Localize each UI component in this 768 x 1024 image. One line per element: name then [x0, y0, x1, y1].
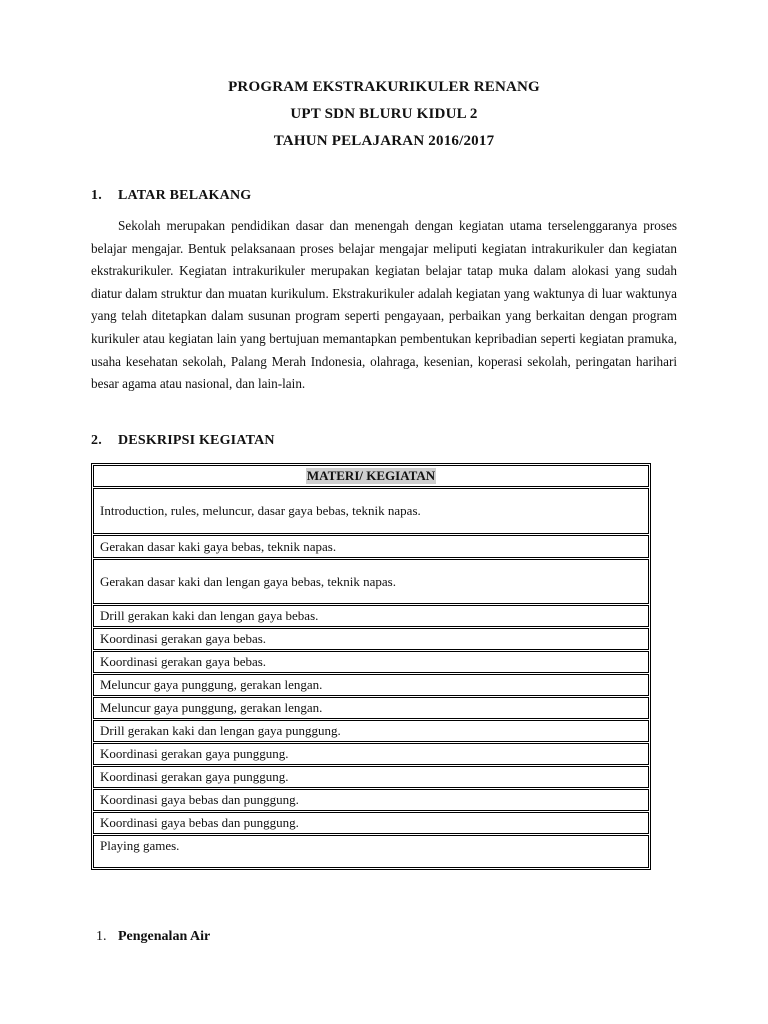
- table-row: Meluncur gaya punggung, gerakan lengan.: [93, 674, 649, 696]
- document-title-line-3: TAHUN PELAJARAN 2016/2017: [273, 133, 495, 149]
- activity-table: [91, 463, 651, 870]
- subsection-number: 1.: [96, 929, 107, 944]
- table-row: Meluncur gaya punggung, gerakan lengan.: [93, 697, 649, 719]
- table-row: Introduction, rules, meluncur, dasar gaya bebas, teknik napas.: [93, 488, 649, 534]
- section-1-number: 1.: [91, 188, 102, 203]
- table-header: [93, 465, 649, 487]
- background-paragraph: Sekolah merupakan pendidikan dasar dan menengah dengan kegiatan utama terselenggaranya proses belajar mengajar. Bentuk pelaksanaan proses belajar mengajar meliputi kegiatan intrakurikuler dan kegiatan ekstrakurikuler. Kegiatan intrakurikuler merupakan kegiatan belajar tatap muka dalam alokasi yang sudah diatur dalam struktur dan muatan kurikulum. Ekstrakurikuler adalah kegiatan yang waktunya di luar waktunya yang telah ditetapkan dalam susunan program seperti pengayaan, perbaikan yang berkaitan dengan program kurikuler atau kegiatan lain yang bertujuan memantapkan pembentukan kepribadian seperti kegiatan pramuka, usaha kesehatan sekolah, Palang Merah Indonesia, olahraga, kesenian, koperasi sekolah, peringatan harihari besar agama atau nasional, dan lain-lain.: [91, 218, 677, 392]
- table-row: Gerakan dasar kaki dan lengan gaya bebas, teknik napas.: [93, 559, 649, 604]
- table-row: Drill gerakan kaki dan lengan gaya punggung.: [93, 720, 649, 742]
- table-row: Koordinasi gerakan gaya bebas.: [93, 651, 649, 673]
- table-row: Koordinasi gaya bebas dan punggung.: [93, 789, 649, 811]
- table-row: Drill gerakan kaki dan lengan gaya bebas.: [93, 605, 649, 627]
- section-1-heading: [91, 188, 251, 204]
- document-title-line-1: PROGRAM EKSTRAKURIKULER RENANG: [228, 79, 540, 95]
- section-2-heading: [91, 433, 275, 449]
- section-2-number: 2.: [91, 433, 102, 448]
- subsection-heading: [96, 929, 210, 945]
- table-row: Koordinasi gaya bebas dan punggung.: [93, 812, 649, 834]
- section-1-title: LATAR BELAKANG: [118, 188, 252, 203]
- document-title-line-2: UPT SDN BLURU KIDUL 2: [290, 106, 478, 122]
- table-row: Koordinasi gerakan gaya punggung.: [93, 766, 649, 788]
- subsection-title: Pengenalan Air: [118, 929, 211, 944]
- section-2-title: DESKRIPSI KEGIATAN: [118, 433, 275, 448]
- table-row: Gerakan dasar kaki gaya bebas, teknik napas.: [93, 535, 649, 558]
- table-row: Koordinasi gerakan gaya punggung.: [93, 743, 649, 765]
- table-row: Playing games.: [93, 835, 649, 868]
- table-row: Koordinasi gerakan gaya bebas.: [93, 628, 649, 650]
- table-header-label: MATERI/ KEGIATAN: [306, 468, 436, 483]
